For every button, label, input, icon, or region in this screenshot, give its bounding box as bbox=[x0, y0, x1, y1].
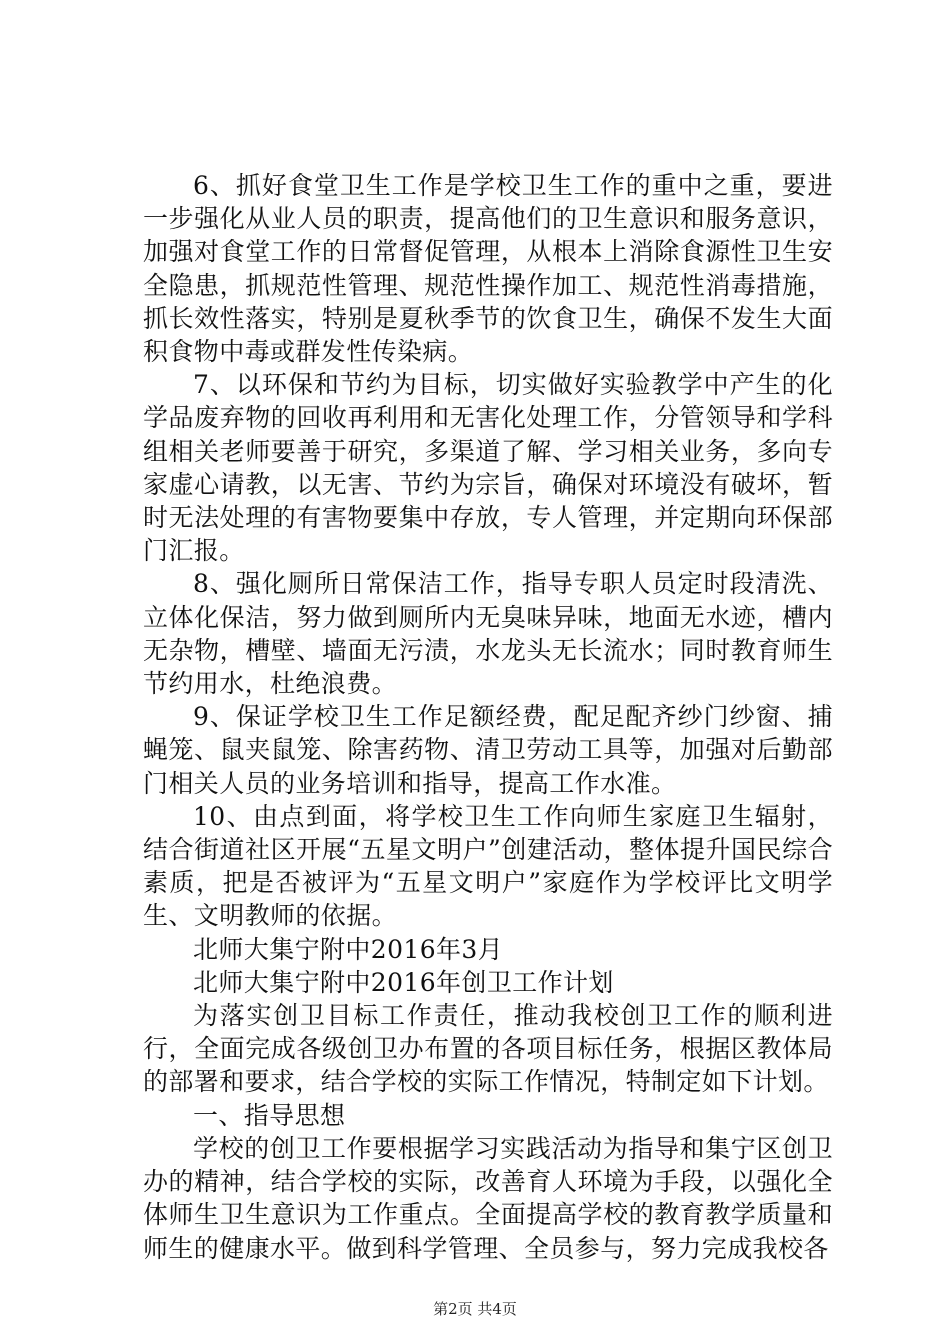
paragraph-item-9: 9、保证学校卫生工作足额经费，配足配齐纱门纱窗、捕蝇笼、鼠夹鼠笼、除害药物、清卫劳动工具等，加强对后勤部门相关人员的业务培训和指导，提高工作水准。 bbox=[143, 702, 833, 798]
paragraph-item-6: 6、抓好食堂卫生工作是学校卫生工作的重中之重，要进一步强化从业人员的职责，提高他们的卫生意识和服务意识，加强对食堂工作的日常督促管理，从根本上消除食源性卫生安全隐患，抓规范性管理、规范性操作加工、规范性消毒措施，抓长效性落实，特别是夏秋季节的饮食卫生，确保不发生大面积食物中毒或群发性传染病。 bbox=[143, 171, 833, 367]
paragraph-item-8: 8、强化厕所日常保洁工作，指导专职人员定时段清洗、立体化保洁，努力做到厕所内无臭味异味，地面无水迹，槽内无杂物，槽壁、墙面无污渍，水龙头无长流水；同时教育师生节约用水，杜绝浪费。 bbox=[143, 569, 833, 699]
plan-title: 北师大集宁附中2016年创卫工作计划 bbox=[193, 967, 614, 997]
paragraph-item-7: 7、以环保和节约为目标，切实做好实验教学中产生的化学品废弃物的回收再利用和无害化处理工作，分管领导和学科组相关老师要善于研究，多渠道了解、学习相关业务，多向专家虚心请教，以无害、节约为宗旨，确保对环境没有破坏，暂时无法处理的有害物要集中存放，专人管理，并定期向环保部门汇报。 bbox=[143, 370, 833, 566]
page-number: 第2页 共4页 bbox=[433, 1300, 517, 1318]
document-body bbox=[143, 169, 833, 1265]
date-line: 北师大集宁附中2016年3月 bbox=[193, 934, 504, 964]
section-heading: 一、指导思想 bbox=[193, 1100, 346, 1130]
guiding-ideology-paragraph: 学校的创卫工作要根据学习实践活动为指导和集宁区创卫办的精神，结合学校的实际，改善育人环境为手段，以强化全体师生卫生意识为工作重点。全面提高学校的教育教学质量和师生的健康水平。做到科学管理、全员参与，努力完成我校各 bbox=[143, 1133, 833, 1263]
intro-paragraph: 为落实创卫目标工作责任，推动我校创卫工作的顺利进行，全面完成各级创卫办布置的各项目标任务，根据区教体局的部署和要求，结合学校的实际工作情况，特制定如下计划。 bbox=[143, 1001, 833, 1097]
paragraph-item-10: 10、由点到面，将学校卫生工作向师生家庭卫生辐射，结合街道社区开展“五星文明户”创建活动，整体提升国民综合素质，把是否被评为“五星文明户”家庭作为学校评比文明学生、文明教师的依据。 bbox=[143, 801, 833, 931]
